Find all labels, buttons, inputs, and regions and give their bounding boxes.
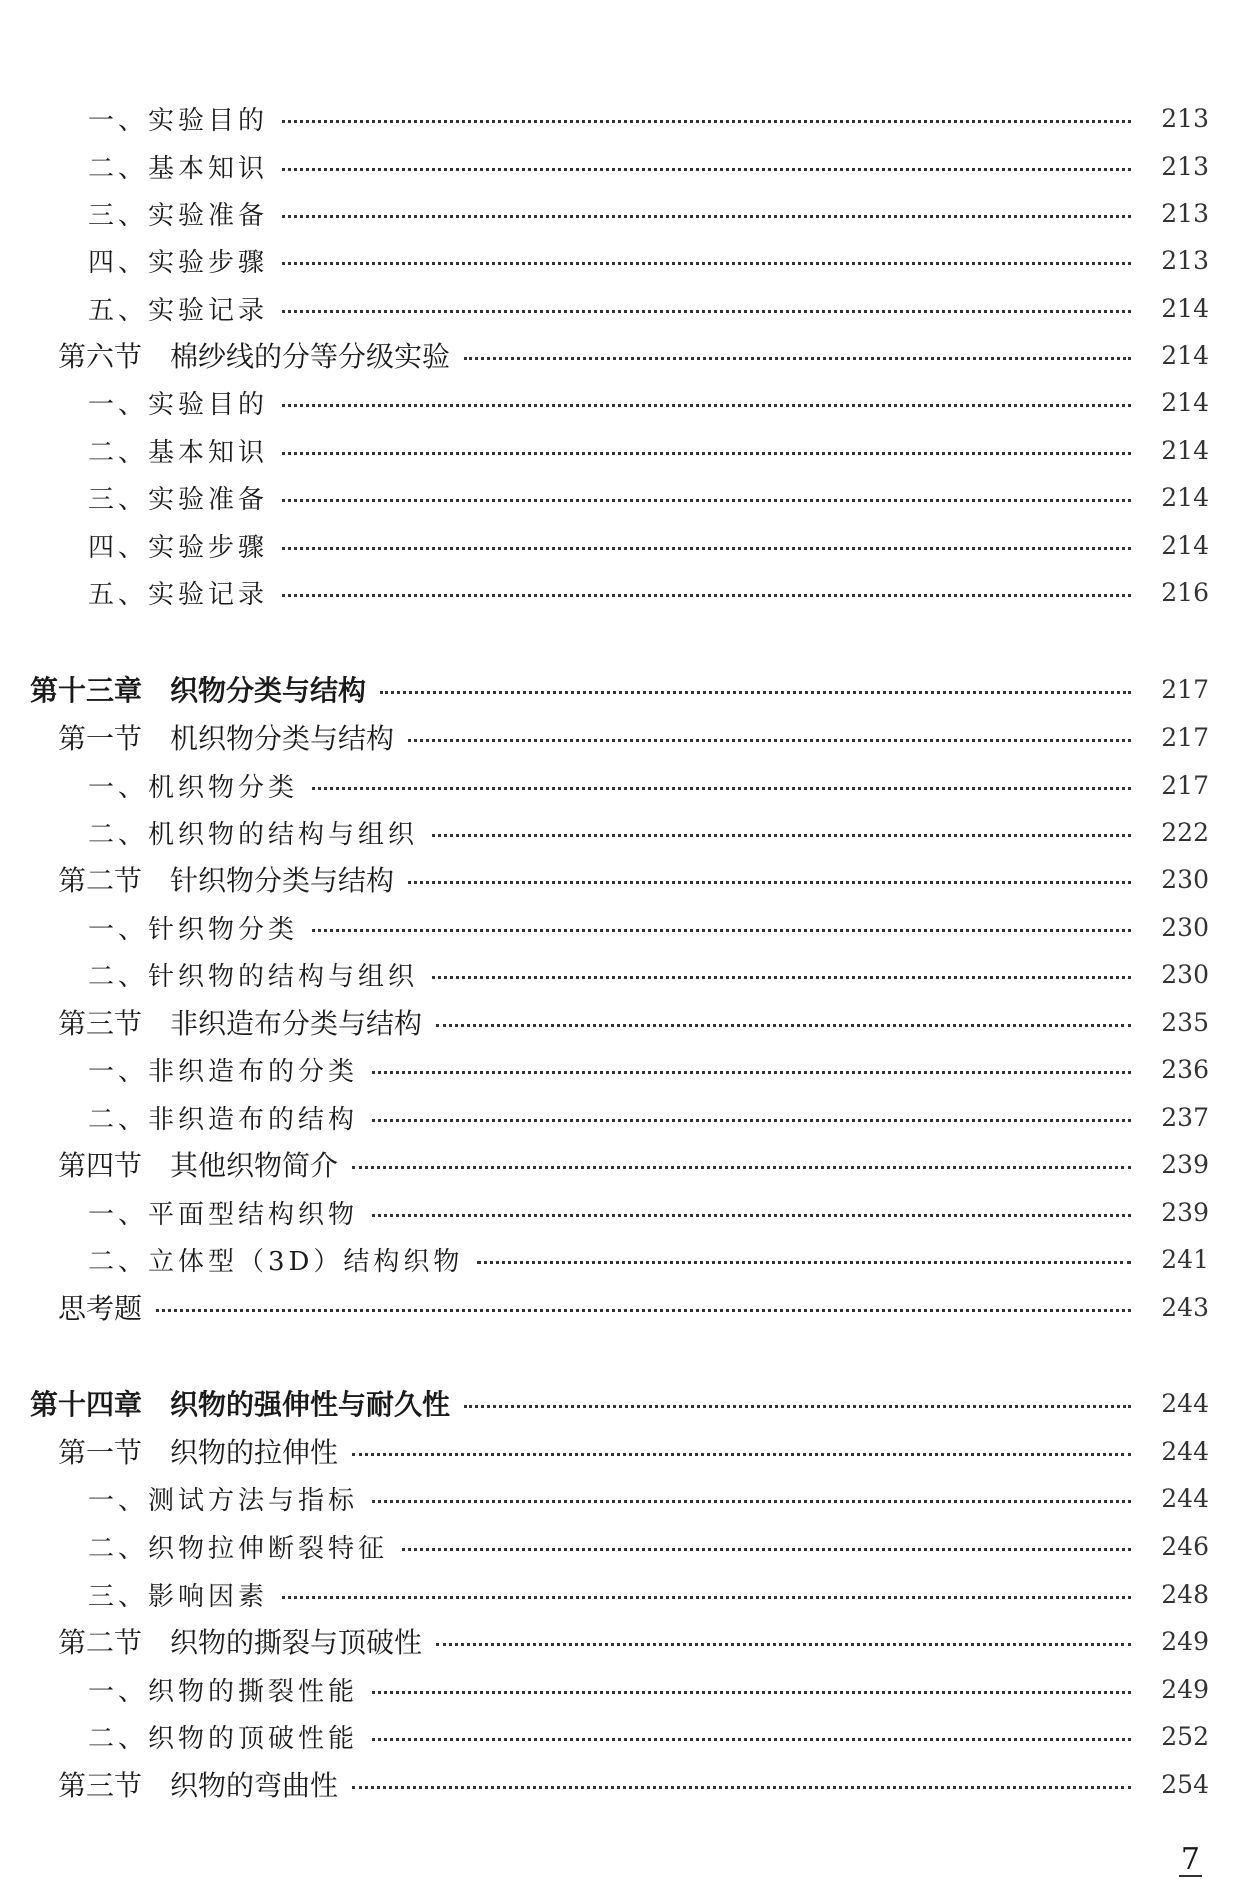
dot-leader	[282, 452, 1131, 455]
toc-entry-label: 三、影响因素	[88, 1581, 269, 1612]
toc-entry-label: 三、实验准备	[88, 200, 269, 231]
toc-item-entry[interactable]	[88, 146, 1209, 186]
toc-entry-page: 246	[1161, 1531, 1209, 1561]
toc-entry-page: 243	[1161, 1292, 1209, 1322]
toc-entry-page: 214	[1161, 482, 1209, 512]
toc-entry-page: 235	[1161, 1007, 1209, 1037]
dot-leader	[282, 120, 1131, 123]
dot-leader	[282, 168, 1131, 171]
toc-entry-label: 第一节 织物的拉伸性	[58, 1436, 339, 1469]
toc-entry-page: 249	[1161, 1626, 1209, 1656]
toc-entry-page: 241	[1161, 1244, 1209, 1274]
toc-section-entry[interactable]	[58, 1002, 1209, 1042]
toc-entry-page: 252	[1161, 1721, 1209, 1751]
toc-entry-page: 217	[1161, 674, 1209, 704]
toc-item-entry[interactable]	[88, 812, 1209, 852]
toc-item-entry[interactable]	[88, 525, 1209, 565]
dot-leader	[436, 1024, 1131, 1027]
toc-entry-label: 五、实验记录	[88, 295, 269, 326]
toc-entry-page: 222	[1161, 817, 1209, 847]
toc-item-entry[interactable]	[88, 288, 1209, 328]
toc-item-entry[interactable]	[88, 430, 1209, 470]
dot-leader	[380, 691, 1131, 694]
dot-leader	[464, 357, 1131, 360]
toc-entry-page: 239	[1161, 1149, 1209, 1179]
toc-entry-label: 第四节 其他织物简介	[58, 1149, 339, 1182]
dot-leader	[282, 404, 1131, 407]
toc-entry-page: 214	[1161, 387, 1209, 417]
toc-entry-page: 213	[1161, 198, 1209, 228]
toc-item-entry[interactable]	[88, 98, 1209, 138]
dot-leader	[408, 881, 1131, 884]
toc-entry-label: 二、针织物的结构与组织	[88, 961, 419, 992]
toc-entry-label: 二、立体型（3D）结构织物	[88, 1246, 464, 1277]
dot-leader	[372, 1119, 1131, 1122]
page-number: 7	[1180, 1842, 1200, 1877]
toc-entry-label: 第三节 非织造布分类与结构	[58, 1007, 423, 1040]
toc-entry-page: 239	[1161, 1197, 1209, 1227]
toc-entry-page: 244	[1161, 1436, 1209, 1466]
dot-leader	[432, 976, 1131, 979]
dot-leader	[352, 1166, 1131, 1169]
toc-item-entry[interactable]	[88, 907, 1209, 947]
dot-leader	[372, 1738, 1131, 1741]
toc-entry-label: 一、测试方法与指标	[88, 1485, 359, 1516]
toc-entry-label: 二、机织物的结构与组织	[88, 819, 419, 850]
dot-leader	[312, 787, 1131, 790]
dot-leader	[282, 215, 1131, 218]
dot-leader	[282, 499, 1131, 502]
toc-entry-page: 230	[1161, 959, 1209, 989]
toc-item-entry[interactable]	[88, 1669, 1209, 1709]
toc-entry-label: 四、实验步骤	[88, 247, 269, 278]
toc-chapter-entry[interactable]	[30, 1383, 1209, 1423]
toc-chapter-entry[interactable]	[30, 669, 1209, 709]
toc-entry-page: 217	[1161, 770, 1209, 800]
toc-entry-label: 二、织物的顶破性能	[88, 1723, 359, 1754]
dot-leader	[372, 1214, 1131, 1217]
toc-section-entry[interactable]	[58, 1764, 1209, 1804]
toc-section-entry[interactable]	[58, 1621, 1209, 1661]
dot-leader	[436, 1643, 1131, 1646]
toc-entry-page: 216	[1161, 577, 1209, 607]
toc-section-entry[interactable]	[58, 1431, 1209, 1471]
toc-entry-label: 一、机织物分类	[88, 772, 299, 803]
toc-item-entry[interactable]	[88, 1526, 1209, 1566]
toc-entry-label: 第三节 织物的弯曲性	[58, 1769, 339, 1802]
toc-item-entry[interactable]	[88, 1097, 1209, 1137]
toc-entry-page: 213	[1161, 151, 1209, 181]
dot-leader	[402, 1548, 1131, 1551]
toc-item-entry[interactable]	[88, 1049, 1209, 1089]
toc-item-entry[interactable]	[88, 382, 1209, 422]
toc-entry-label: 二、基本知识	[88, 437, 269, 468]
toc-item-entry[interactable]	[88, 1574, 1209, 1614]
toc-entry-label: 第一节 机织物分类与结构	[58, 722, 395, 755]
toc-section-entry[interactable]	[58, 1287, 1209, 1327]
dot-leader	[352, 1786, 1131, 1789]
dot-leader	[372, 1071, 1131, 1074]
toc-item-entry[interactable]	[88, 1239, 1209, 1279]
toc-entry-label: 三、实验准备	[88, 484, 269, 515]
toc-section-entry[interactable]	[58, 1144, 1209, 1184]
toc-item-entry[interactable]	[88, 240, 1209, 280]
toc-entry-page: 249	[1161, 1674, 1209, 1704]
toc-entry-page: 254	[1161, 1769, 1209, 1799]
toc-item-entry[interactable]	[88, 1192, 1209, 1232]
toc-entry-page: 214	[1161, 435, 1209, 465]
toc-entry-label: 第六节 棉纱线的分等分级实验	[58, 340, 451, 373]
dot-leader	[464, 1405, 1131, 1408]
toc-entry-label: 一、实验目的	[88, 389, 269, 420]
toc-item-entry[interactable]	[88, 1716, 1209, 1756]
dot-leader	[282, 1596, 1131, 1599]
toc-section-entry[interactable]	[58, 335, 1209, 375]
dot-leader	[282, 594, 1131, 597]
toc-entry-label: 二、织物拉伸断裂特征	[88, 1533, 389, 1564]
toc-item-entry[interactable]	[88, 193, 1209, 233]
toc-entry-page: 244	[1161, 1388, 1209, 1418]
toc-item-entry[interactable]	[88, 1478, 1209, 1518]
toc-item-entry[interactable]	[88, 765, 1209, 805]
toc-entry-label: 一、非织造布的分类	[88, 1056, 359, 1087]
toc-section-entry[interactable]	[58, 717, 1209, 757]
toc-entry-page: 244	[1161, 1483, 1209, 1513]
toc-item-entry[interactable]	[88, 954, 1209, 994]
dot-leader	[372, 1691, 1131, 1694]
toc-entry-label: 四、实验步骤	[88, 532, 269, 563]
toc-entry-label: 思考题	[58, 1292, 143, 1325]
toc-entry-label: 一、针织物分类	[88, 914, 299, 945]
toc-entry-page: 214	[1161, 293, 1209, 323]
toc-entry-page: 213	[1161, 245, 1209, 275]
toc-entry-label: 第十三章 织物分类与结构	[30, 674, 367, 707]
toc-entry-label: 第二节 针织物分类与结构	[58, 864, 395, 897]
dot-leader	[477, 1261, 1131, 1264]
toc-entry-page: 230	[1161, 912, 1209, 942]
toc-entry-page: 237	[1161, 1102, 1209, 1132]
toc-entry-label: 一、平面型结构织物	[88, 1199, 359, 1230]
toc-entry-page: 213	[1161, 103, 1209, 133]
dot-leader	[432, 834, 1131, 837]
toc-section-entry[interactable]	[58, 859, 1209, 899]
toc-entry-label: 二、基本知识	[88, 153, 269, 184]
dot-leader	[352, 1453, 1131, 1456]
toc-entry-label: 二、非织造布的结构	[88, 1104, 359, 1135]
toc-entry-page: 236	[1161, 1054, 1209, 1084]
toc-entry-label: 一、实验目的	[88, 105, 269, 136]
dot-leader	[312, 929, 1131, 932]
toc-entry-label: 五、实验记录	[88, 579, 269, 610]
toc-entry-label: 第十四章 织物的强伸性与耐久性	[30, 1388, 451, 1421]
dot-leader	[282, 310, 1131, 313]
dot-leader	[282, 547, 1131, 550]
dot-leader	[408, 739, 1131, 742]
dot-leader	[372, 1500, 1131, 1503]
toc-entry-page: 248	[1161, 1579, 1209, 1609]
toc-item-entry[interactable]	[88, 477, 1209, 517]
toc-entry-label: 第二节 织物的撕裂与顶破性	[58, 1626, 423, 1659]
toc-item-entry[interactable]	[88, 572, 1209, 612]
toc-entry-page: 214	[1161, 530, 1209, 560]
dot-leader	[156, 1309, 1131, 1312]
toc-entry-page: 230	[1161, 864, 1209, 894]
toc-entry-page: 217	[1161, 722, 1209, 752]
toc-entry-label: 一、织物的撕裂性能	[88, 1676, 359, 1707]
dot-leader	[282, 262, 1131, 265]
toc-entry-page: 214	[1161, 340, 1209, 370]
